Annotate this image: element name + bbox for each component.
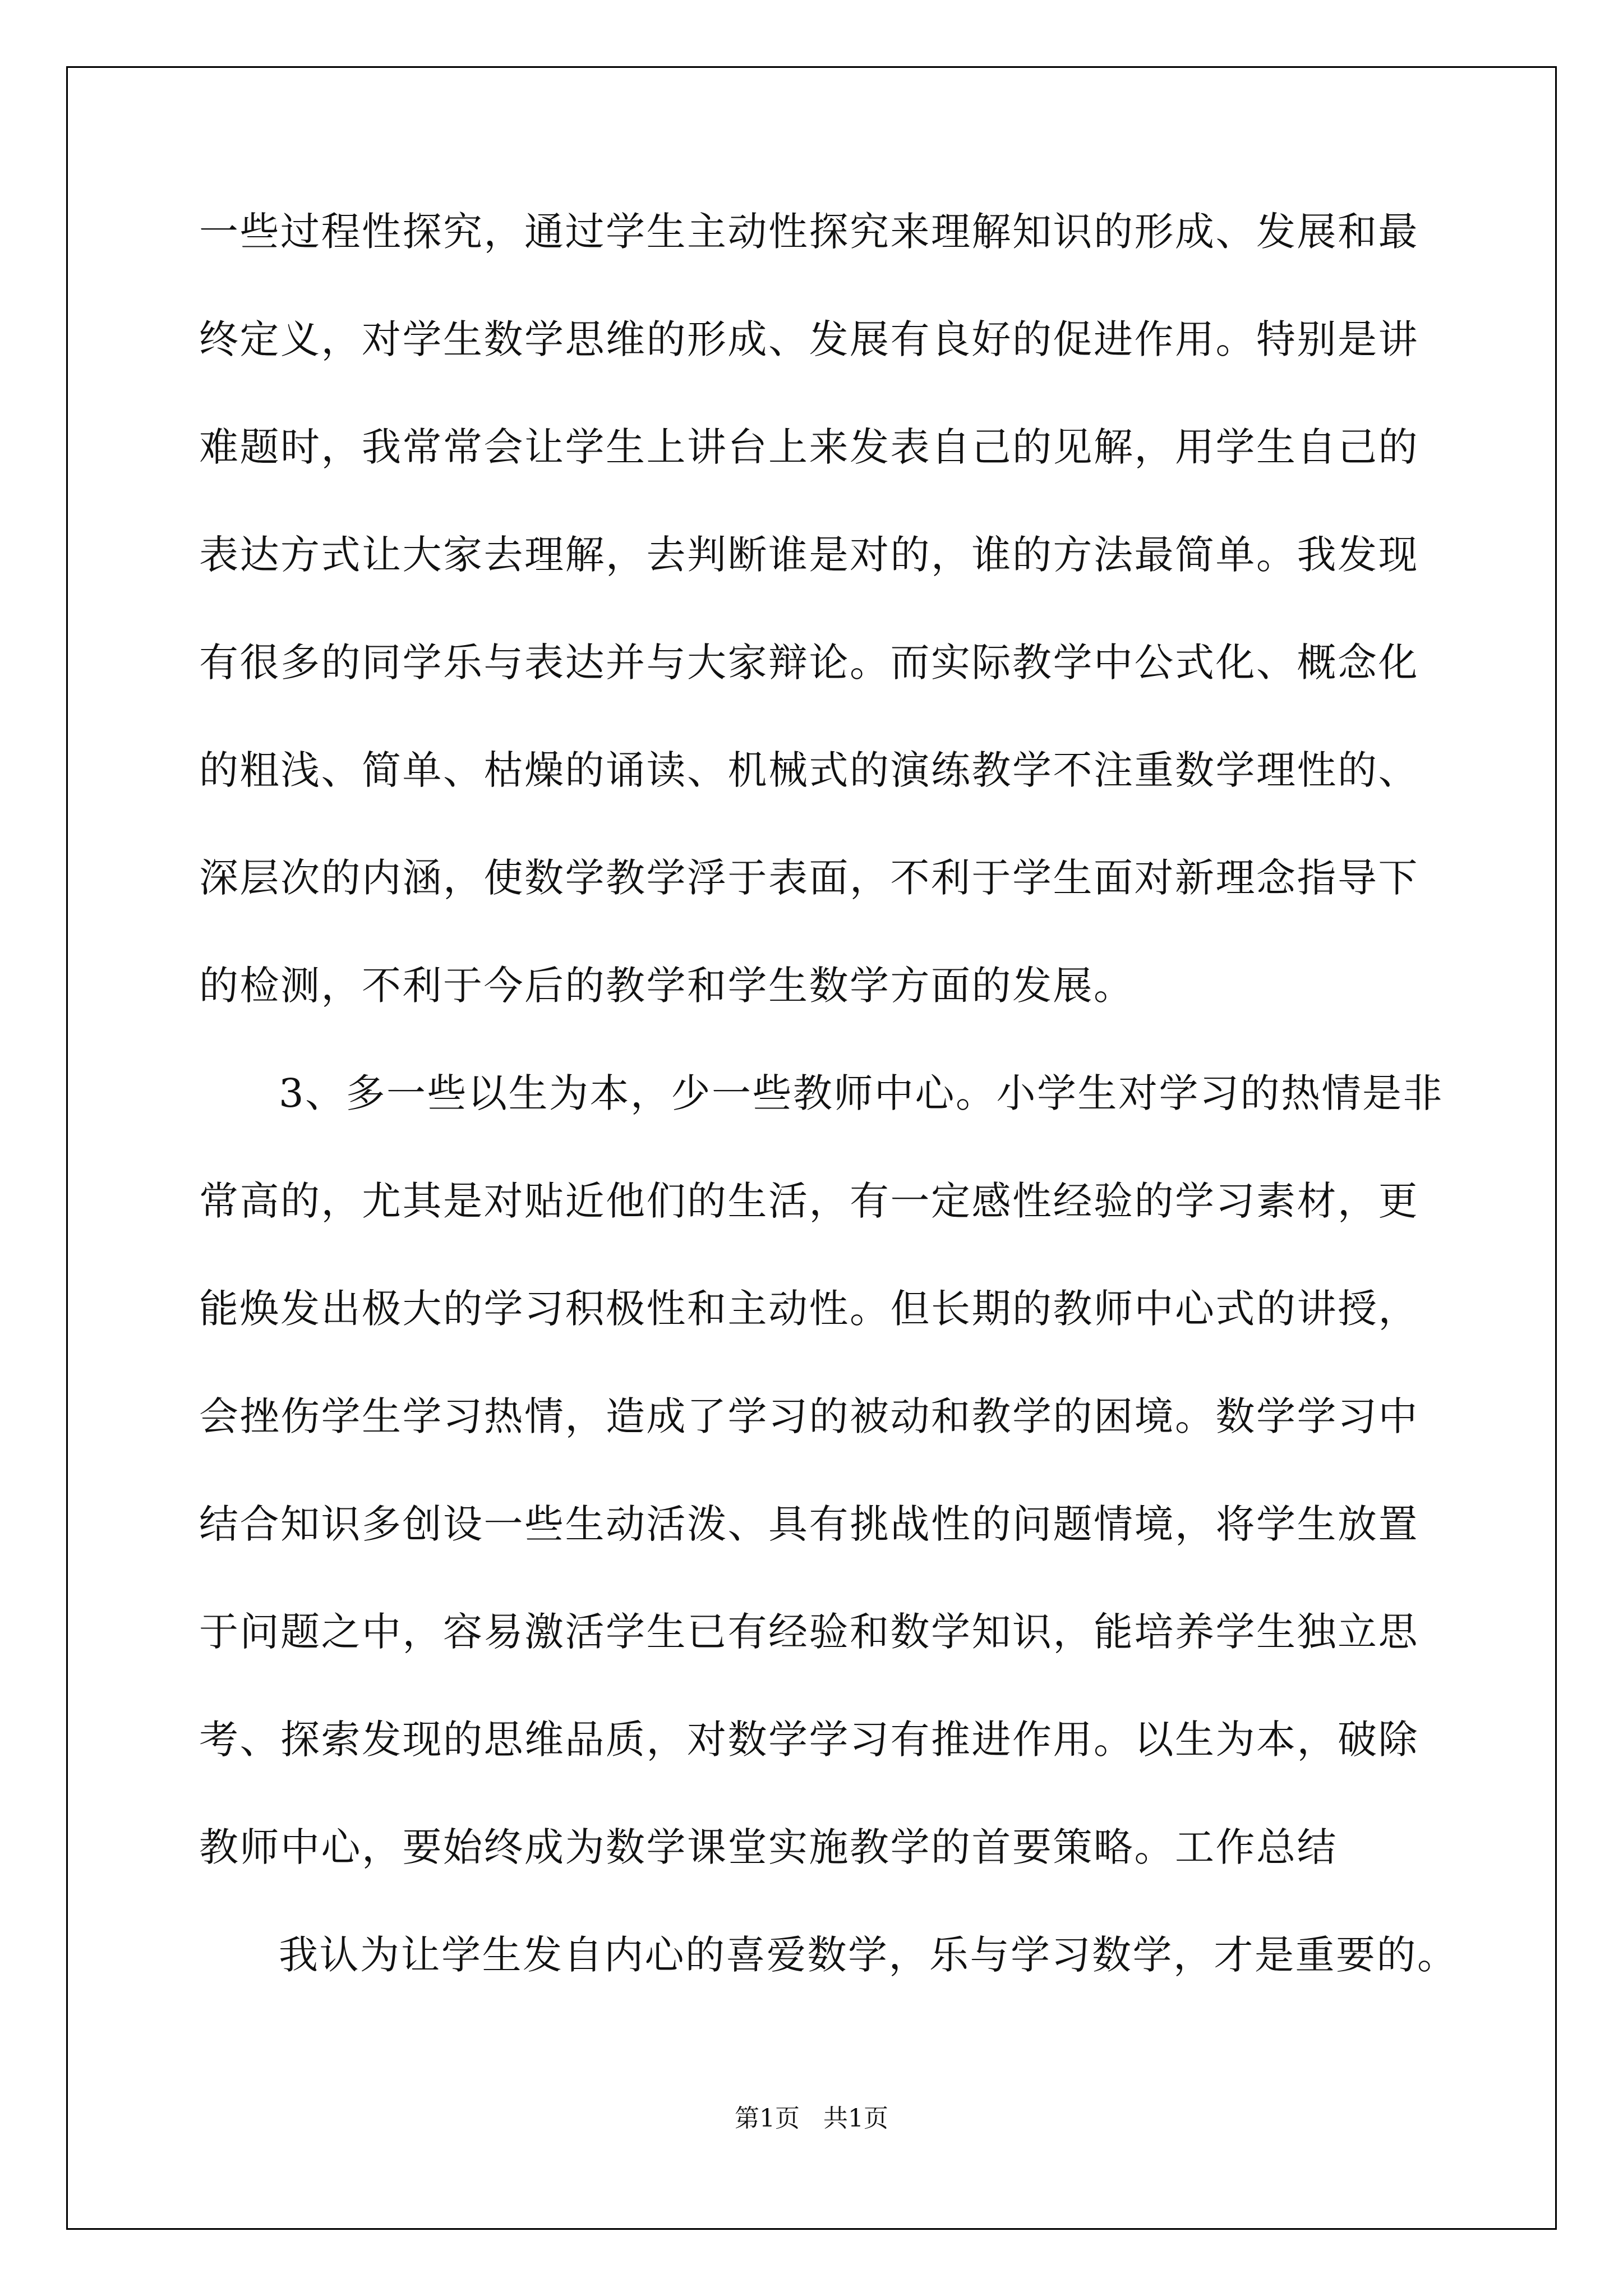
paragraph-start-line: 3、多一些以生为本，少一些教师中心。小学生对学习的热情是非	[279, 1070, 1444, 1116]
text-line: 教师中心，要始终成为数学课堂实施教学的首要策略。工作总结	[199, 1824, 1338, 1870]
text-line: 常高的，尤其是对贴近他们的生活，有一定感性经验的学习素材，更	[199, 1178, 1419, 1224]
text-line: 考、探索发现的思维品质，对数学学习有推进作用。以生为本，破除	[199, 1717, 1419, 1763]
text-line: 难题时，我常常会让学生上讲台上来发表自己的见解，用学生自己的	[199, 424, 1419, 470]
text-line: 能焕发出极大的学习积极性和主动性。但长期的教师中心式的讲授，	[199, 1286, 1419, 1332]
text-line: 终定义，对学生数学思维的形成、发展有良好的促进作用。特别是讲	[199, 316, 1419, 362]
document-body	[199, 209, 1458, 2043]
text-line: 一些过程性探究，通过学生主动性探究来理解知识的形成、发展和最	[199, 209, 1419, 255]
paragraph-start-line: 我认为让学生发自内心的喜爱数学，乐与学习数学，才是重要的。	[279, 1932, 1458, 1978]
text-line: 表达方式让大家去理解，去判断谁是对的，谁的方法最简单。我发现	[199, 532, 1419, 578]
text-line: 会挫伤学生学习热情，造成了学习的被动和教学的困境。数学学习中	[199, 1393, 1419, 1439]
page-footer: 第1页 共1页	[735, 2104, 888, 2133]
text-line: 于问题之中，容易激活学生已有经验和数学知识，能培养学生独立思	[199, 1609, 1419, 1655]
text-line: 结合知识多创设一些生动活泼、具有挑战性的问题情境，将学生放置	[199, 1501, 1419, 1547]
text-line: 的检测，不利于今后的教学和学生数学方面的发展。	[199, 963, 1135, 1009]
text-line: 深层次的内涵，使数学教学浮于表面，不利于学生面对新理念指导下	[199, 855, 1419, 901]
text-line: 有很多的同学乐与表达并与大家辩论。而实际教学中公式化、概念化	[199, 639, 1419, 685]
text-line: 的粗浅、简单、枯燥的诵读、机械式的演练教学不注重数学理性的、	[199, 747, 1419, 793]
